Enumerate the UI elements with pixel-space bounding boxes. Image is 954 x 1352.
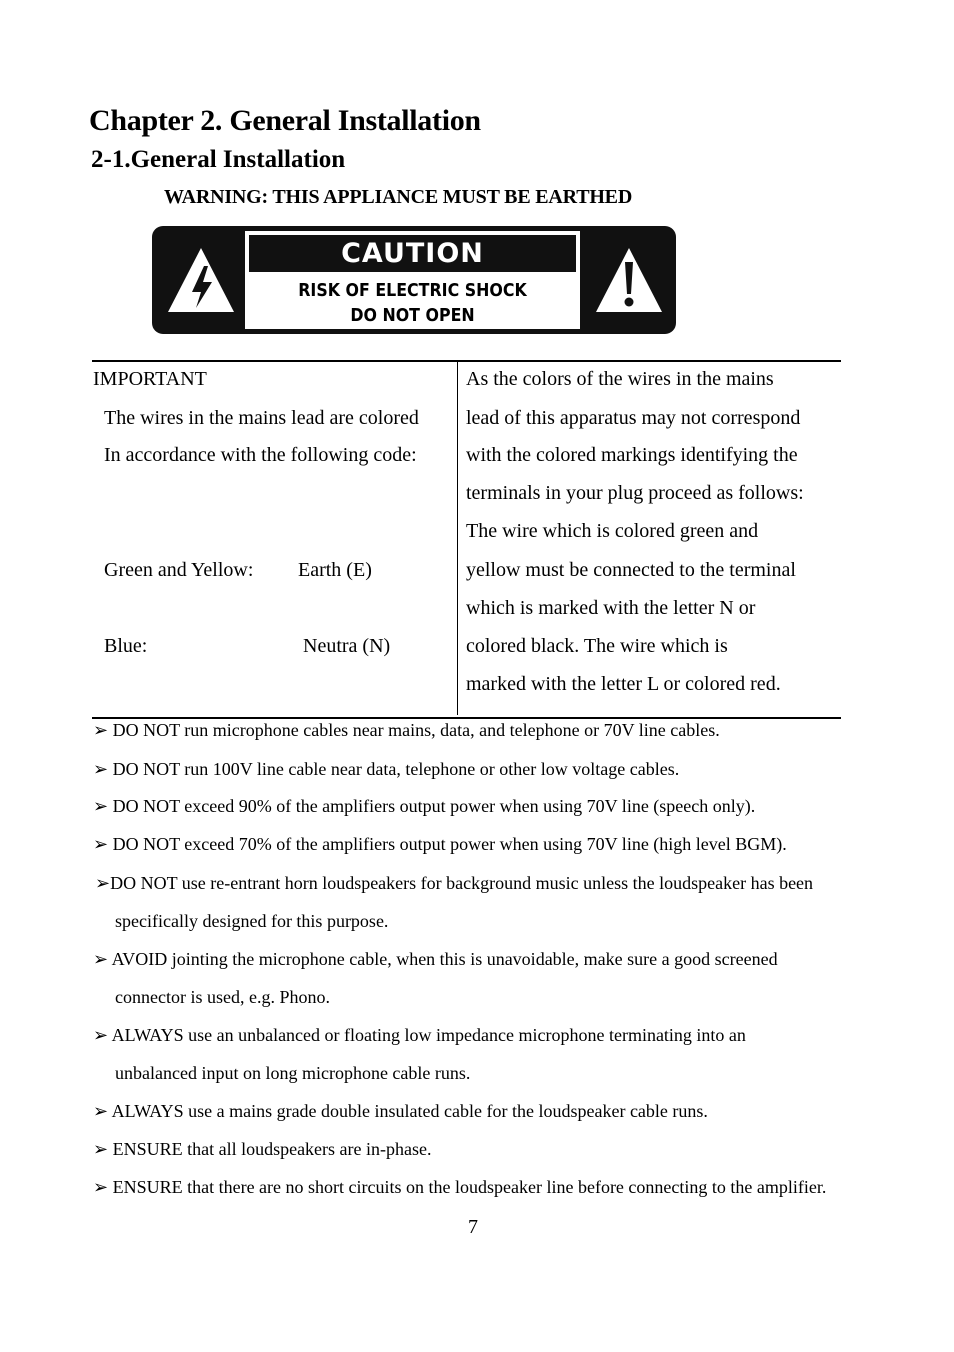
table-divider: [457, 362, 458, 715]
right-text-line: colored black. The wire which is: [466, 635, 728, 657]
bullet-continuation: unbalanced input on long microphone cable runs.: [115, 1063, 471, 1083]
right-text-line: lead of this apparatus may not correspond: [466, 407, 801, 429]
bullet-item: ➢ DO NOT run microphone cables near mains, data, and telephone or 70V line cables.: [93, 720, 720, 740]
important-heading: IMPORTANT: [93, 368, 207, 390]
bullet-continuation: connector is used, e.g. Phono.: [115, 987, 330, 1007]
caution-line-2: DO NOT OPEN: [350, 305, 475, 326]
page-number: 7: [468, 1216, 478, 1238]
code-value: Earth (E): [298, 559, 372, 581]
bullet-item: ➢ ALWAYS use an unbalanced or floating low impedance microphone terminating into an: [93, 1025, 746, 1045]
right-text-line: which is marked with the letter N or: [466, 597, 756, 619]
caution-panel: [245, 231, 580, 329]
right-text-line: The wire which is colored green and: [466, 520, 759, 542]
right-text-line: yellow must be connected to the terminal: [466, 559, 796, 581]
left-text-line: In accordance with the following code:: [104, 444, 417, 466]
section-title: 2-1.General Installation: [91, 146, 346, 173]
right-text-line: As the colors of the wires in the mains: [466, 368, 774, 390]
bullet-item: ➢ DO NOT exceed 70% of the amplifiers output power when using 70V line (high level BGM).: [93, 834, 787, 854]
bullet-continuation: specifically designed for this purpose.: [115, 911, 389, 931]
earthing-warning: WARNING: THIS APPLIANCE MUST BE EARTHED: [164, 186, 633, 208]
caution-line-1: RISK OF ELECTRIC SHOCK: [298, 280, 527, 301]
bullet-item: ➢ ALWAYS use a mains grade double insulated cable for the loudspeaker cable runs.: [93, 1101, 708, 1121]
caution-title: CAUTION: [249, 235, 576, 272]
bullet-item: ➢ DO NOT run 100V line cable near data, telephone or other low voltage cables.: [93, 759, 680, 779]
code-label: Blue:: [104, 635, 148, 657]
right-text-line: marked with the letter L or colored red.: [466, 673, 781, 695]
chapter-title: Chapter 2. General Installation: [89, 104, 481, 137]
right-text-line: terminals in your plug proceed as follows:: [466, 482, 804, 504]
left-text-line: The wires in the mains lead are colored: [104, 407, 419, 429]
bullet-item: ➢ DO NOT exceed 90% of the amplifiers output power when using 70V line (speech only).: [93, 796, 756, 816]
electric-shock-icon: [166, 246, 236, 316]
exclamation-warning-icon: [594, 246, 664, 316]
bullet-item: ➢ ENSURE that all loudspeakers are in-phase.: [93, 1139, 432, 1159]
bullet-item: ➢ ENSURE that there are no short circuits on the loudspeaker line before connecting to the amplifier.: [93, 1177, 827, 1197]
caution-sign: [152, 226, 676, 334]
bullet-item: ➢DO NOT use re-entrant horn loudspeakers for background music unless the loudspeaker has been: [95, 873, 814, 893]
code-value: Neutra (N): [303, 635, 391, 657]
code-label: Green and Yellow:: [104, 559, 254, 581]
right-text-line: with the colored markings identifying the: [466, 444, 798, 466]
bullet-item: ➢ AVOID jointing the microphone cable, when this is unavoidable, make sure a good screened: [93, 949, 778, 969]
